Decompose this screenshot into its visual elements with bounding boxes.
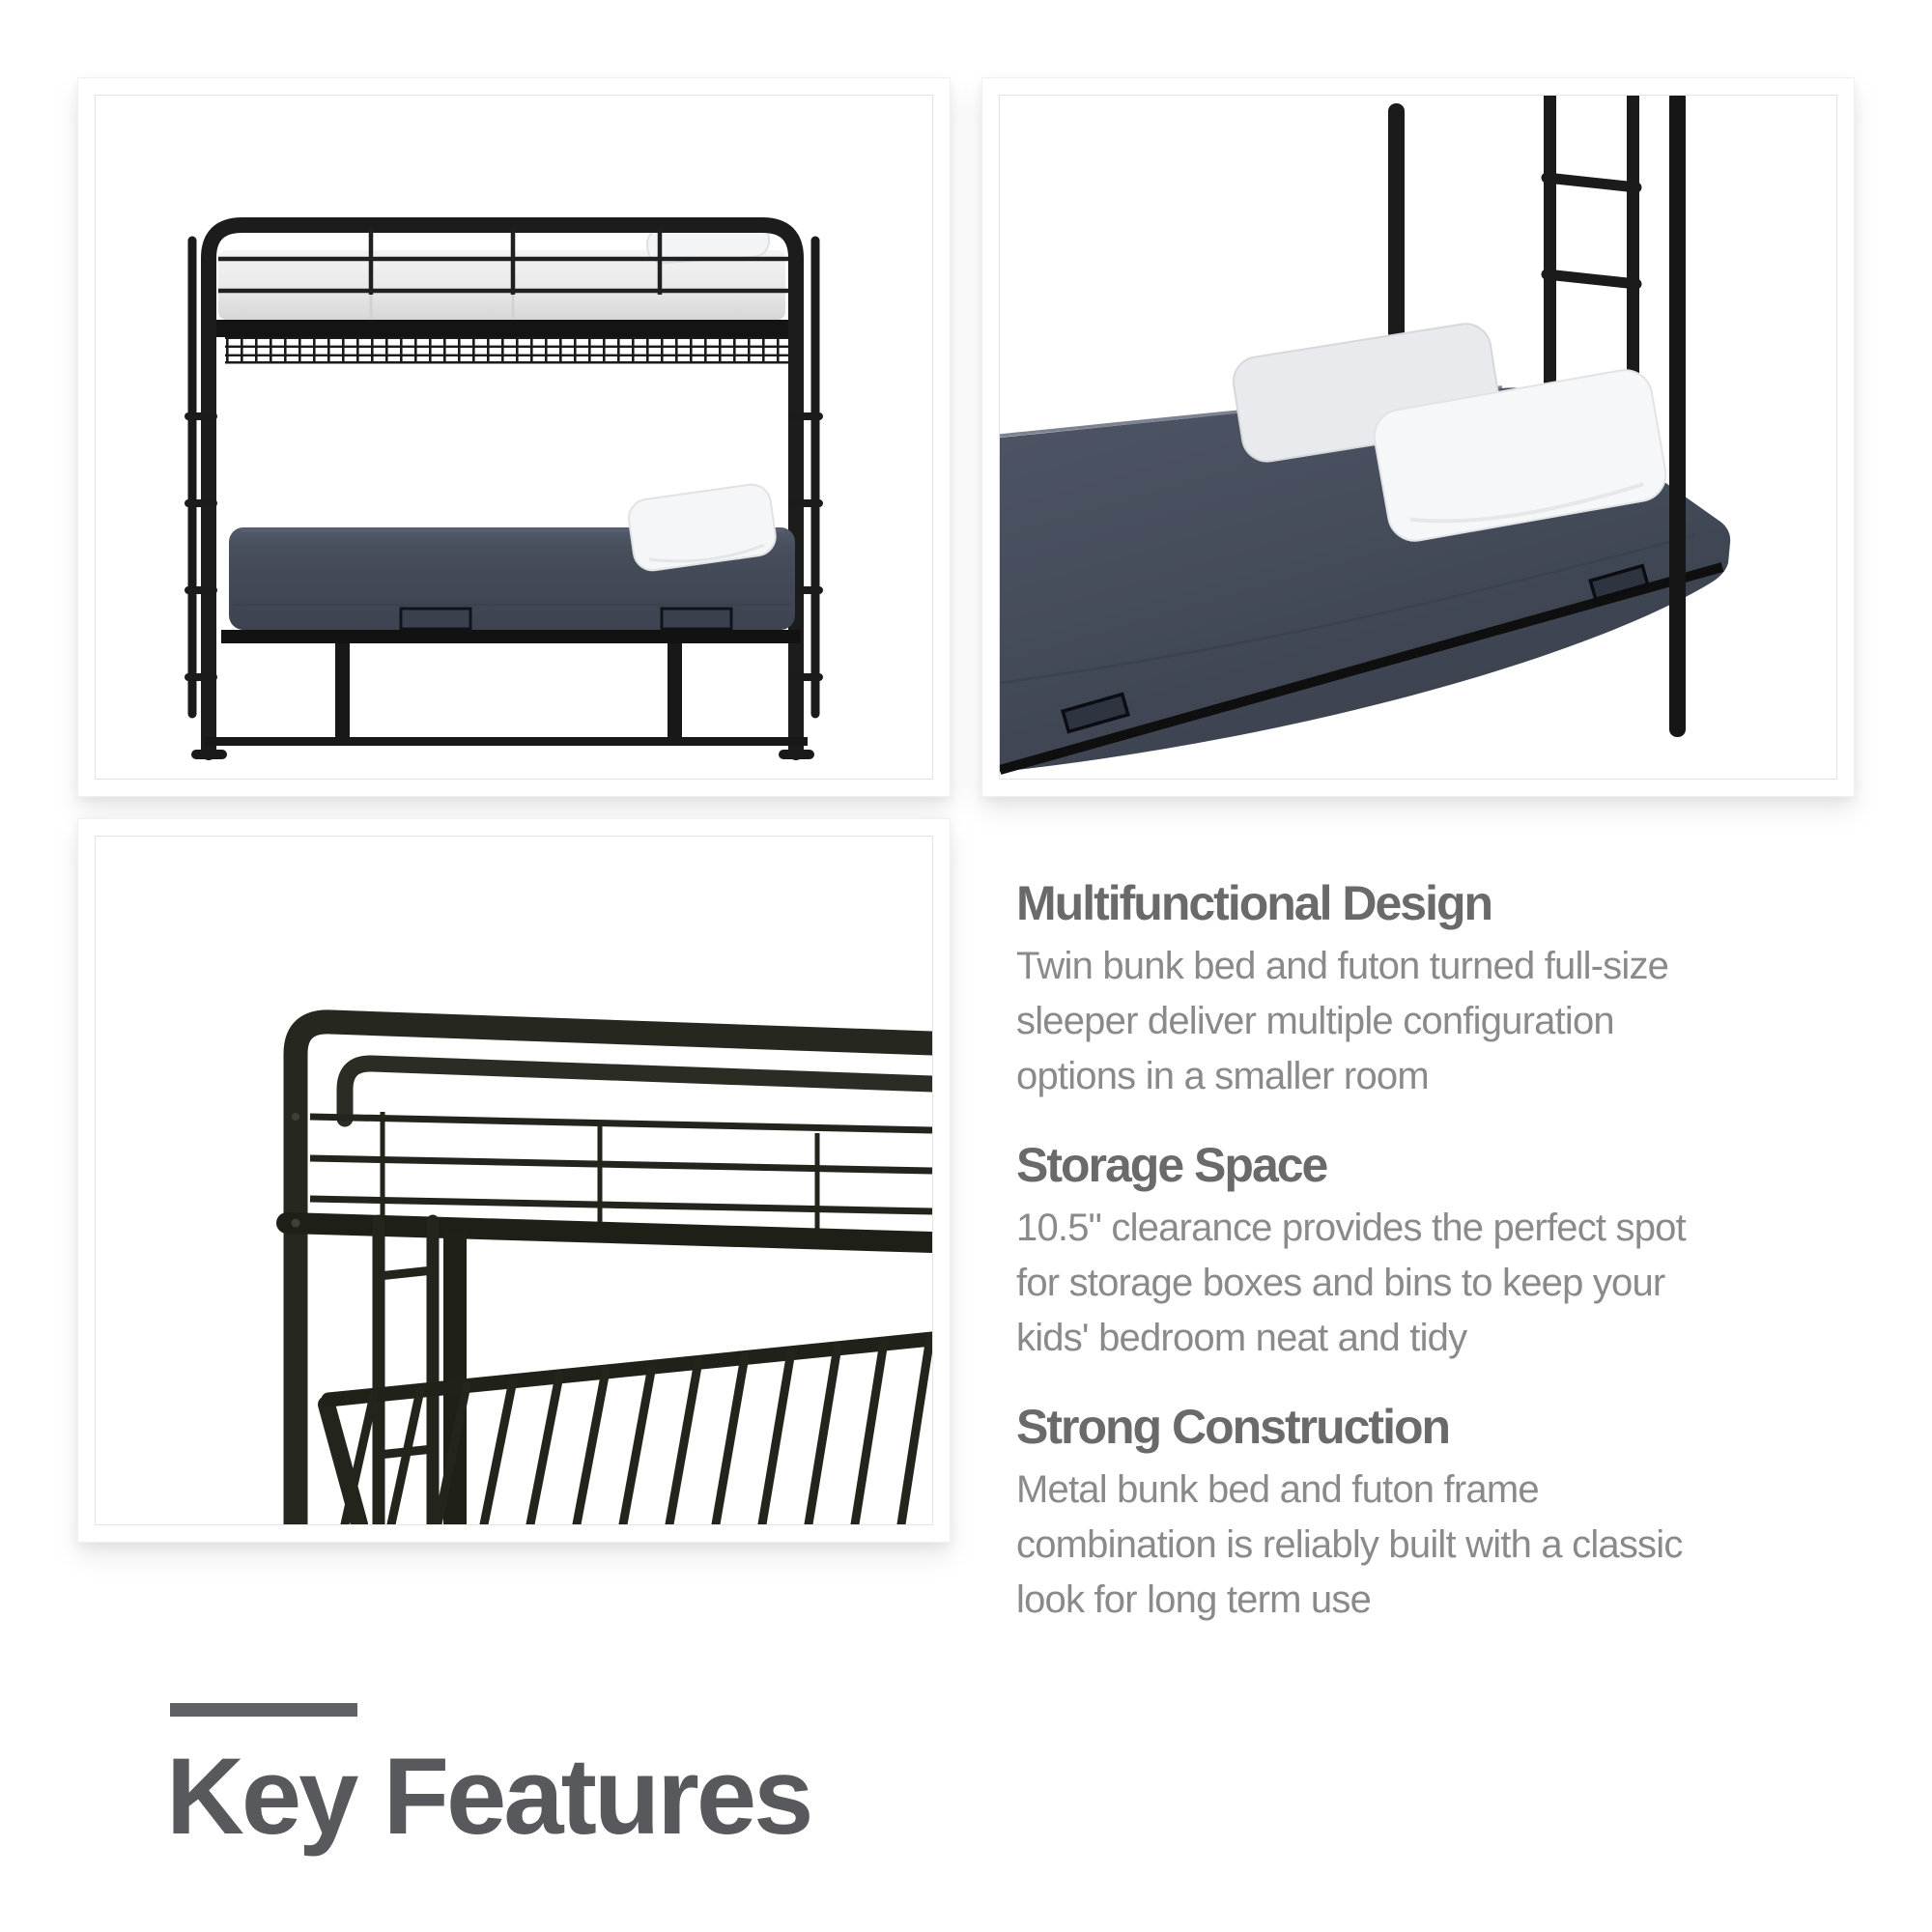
feature-title: Multifunctional Design (1016, 876, 1492, 930)
frame-corner-photo (95, 836, 933, 1525)
frame-corner-photo-frame (77, 818, 951, 1543)
bunk-ladder (379, 1221, 433, 1524)
feature-text-line: kids' bedroom neat and tidy (1016, 1317, 1467, 1359)
feature-text-line: options in a smaller room (1016, 1055, 1429, 1097)
feature-text-line: Twin bunk bed and futon turned full-size (1016, 945, 1669, 987)
futon-base-rail (221, 630, 801, 643)
feature-section-strong-construction (1016, 1399, 1847, 1628)
futon-sleeper-photo (999, 95, 1837, 780)
feature-text-line: look for long term use (1016, 1578, 1372, 1621)
futon-legs (335, 643, 682, 737)
feature-text-line: Metal bunk bed and futon frame (1016, 1468, 1539, 1511)
feature-section-storage-space (1016, 1137, 1847, 1366)
bunk-bed-front-illustration (96, 96, 932, 779)
accent-bar (170, 1703, 357, 1717)
feature-title: Storage Space (1016, 1138, 1327, 1192)
feature-section-multifunctional-design (1016, 875, 1847, 1104)
feature-list (1016, 875, 1847, 1661)
bed-post-right (1669, 96, 1686, 737)
back-top-rail (345, 1064, 932, 1119)
feature-text-line: for storage boxes and bins to keep your (1016, 1262, 1665, 1304)
feature-title: Strong Construction (1016, 1400, 1450, 1454)
feature-text-line: 10.5" clearance provides the perfect spot (1016, 1207, 1686, 1249)
mesh-deck (225, 337, 791, 364)
bunk-bed-front-photo-frame (77, 77, 951, 797)
frame-corner-illustration (96, 837, 932, 1524)
key-features-block (166, 1703, 811, 1857)
floor-rail (205, 737, 808, 746)
key-features-heading: Key Features (166, 1736, 811, 1857)
bunk-deck-beam (210, 320, 799, 337)
feature-text-line: combination is reliably built with a classic (1016, 1523, 1683, 1566)
futon-sleeper-photo-frame (981, 77, 1855, 797)
feature-text-line: sleeper deliver multiple configuration (1016, 1000, 1614, 1042)
futon-sleeper-illustration (1000, 96, 1836, 779)
bunk-bed-front-photo (95, 95, 933, 780)
